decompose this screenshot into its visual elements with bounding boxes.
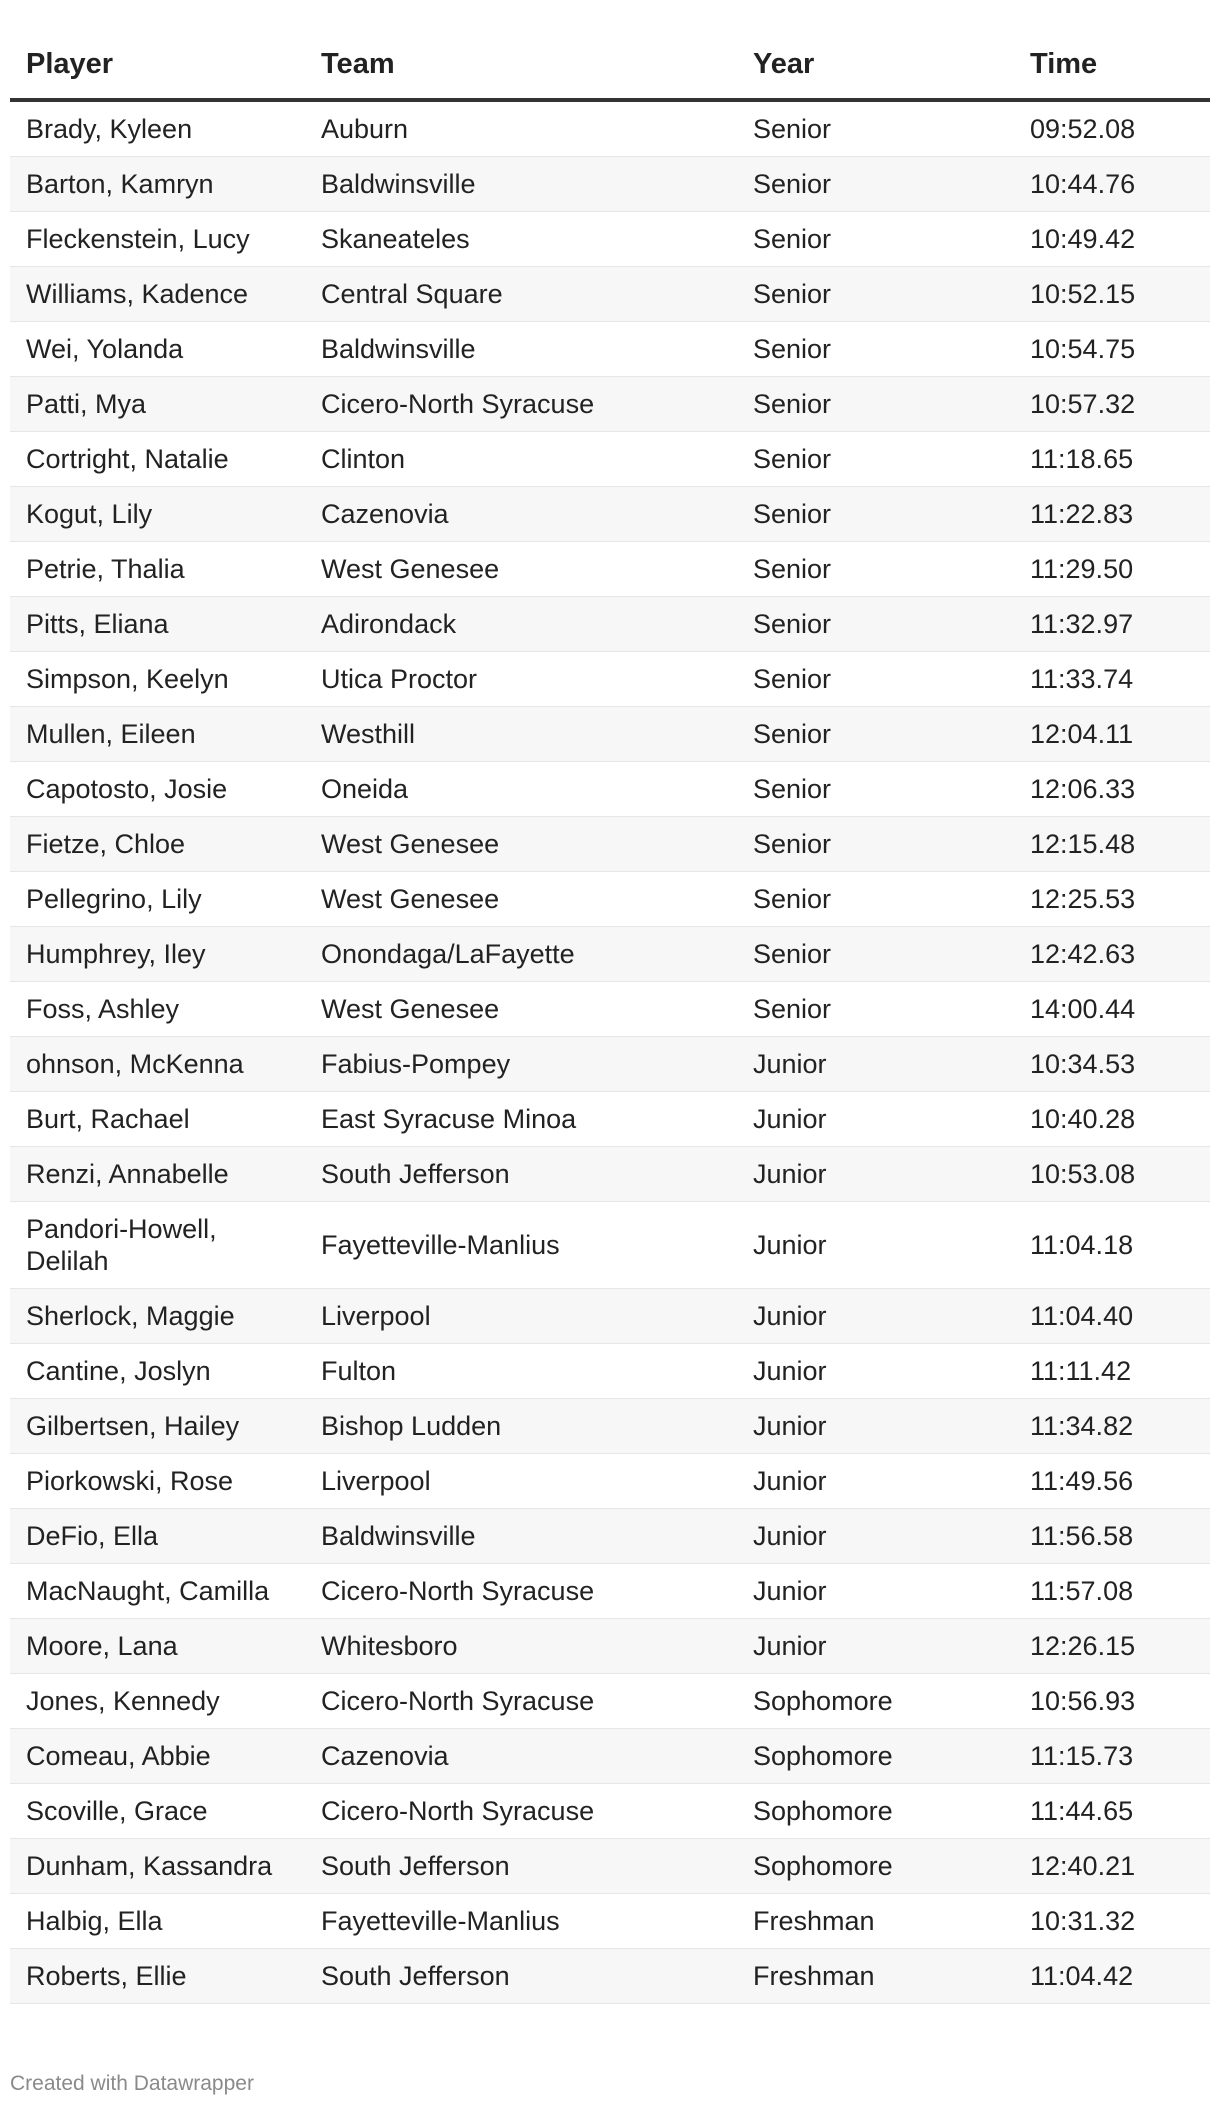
cell-year: Junior [737,1202,1014,1289]
cell-time: 11:22.83 [1014,487,1210,542]
cell-team: Liverpool [305,1289,737,1344]
cell-year: Senior [737,707,1014,762]
cell-time: 11:49.56 [1014,1454,1210,1509]
cell-year: Junior [737,1289,1014,1344]
cell-player: DeFio, Ella [10,1509,305,1564]
results-table-container [10,30,1210,2004]
table-row [10,267,1210,322]
table-row [10,982,1210,1037]
cell-time: 12:40.21 [1014,1839,1210,1894]
cell-team: Onondaga/LaFayette [305,927,737,982]
cell-team: Liverpool [305,1454,737,1509]
cell-time: 10:31.32 [1014,1894,1210,1949]
cell-player: Brady, Kyleen [10,100,305,157]
table-row [10,487,1210,542]
cell-time: 11:11.42 [1014,1344,1210,1399]
table-row [10,1509,1210,1564]
cell-team: Auburn [305,100,737,157]
table-row [10,1839,1210,1894]
table-row [10,542,1210,597]
cell-team: Skaneateles [305,212,737,267]
cell-year: Junior [737,1454,1014,1509]
cell-player: Gilbertsen, Hailey [10,1399,305,1454]
cell-team: South Jefferson [305,1147,737,1202]
cell-time: 11:04.42 [1014,1949,1210,2004]
cell-player: Kogut, Lily [10,487,305,542]
cell-year: Sophomore [737,1784,1014,1839]
cell-player: Moore, Lana [10,1619,305,1674]
table-row [10,872,1210,927]
results-table [10,30,1210,2004]
table-row [10,1092,1210,1147]
cell-time: 11:44.65 [1014,1784,1210,1839]
cell-year: Senior [737,817,1014,872]
cell-year: Junior [737,1092,1014,1147]
cell-player: Comeau, Abbie [10,1729,305,1784]
table-row [10,1399,1210,1454]
cell-time: 09:52.08 [1014,100,1210,157]
cell-time: 10:53.08 [1014,1147,1210,1202]
cell-team: South Jefferson [305,1949,737,2004]
cell-player: Dunham, Kassandra [10,1839,305,1894]
cell-team: Bishop Ludden [305,1399,737,1454]
cell-player: Petrie, Thalia [10,542,305,597]
cell-year: Junior [737,1564,1014,1619]
cell-time: 11:04.18 [1014,1202,1210,1289]
cell-player: Cortright, Natalie [10,432,305,487]
cell-player: Williams, Kadence [10,267,305,322]
cell-team: Whitesboro [305,1619,737,1674]
table-row [10,1729,1210,1784]
cell-team: Oneida [305,762,737,817]
cell-team: Fabius-Pompey [305,1037,737,1092]
cell-team: Baldwinsville [305,1509,737,1564]
table-row [10,1147,1210,1202]
cell-team: Westhill [305,707,737,762]
cell-time: 10:49.42 [1014,212,1210,267]
cell-team: West Genesee [305,982,737,1037]
cell-year: Senior [737,377,1014,432]
table-row [10,1344,1210,1399]
cell-year: Senior [737,982,1014,1037]
cell-team: Cicero-North Syracuse [305,1564,737,1619]
cell-time: 10:52.15 [1014,267,1210,322]
cell-team: Cicero-North Syracuse [305,1784,737,1839]
cell-year: Sophomore [737,1729,1014,1784]
cell-player: Simpson, Keelyn [10,652,305,707]
cell-time: 11:29.50 [1014,542,1210,597]
table-row [10,762,1210,817]
header-player[interactable]: Player [10,30,305,100]
cell-year: Senior [737,762,1014,817]
cell-year: Sophomore [737,1674,1014,1729]
cell-year: Junior [737,1037,1014,1092]
cell-team: Cazenovia [305,1729,737,1784]
cell-player: Mullen, Eileen [10,707,305,762]
cell-team: Cicero-North Syracuse [305,377,737,432]
cell-player: Capotosto, Josie [10,762,305,817]
table-row [10,1289,1210,1344]
cell-player: Scoville, Grace [10,1784,305,1839]
cell-time: 12:25.53 [1014,872,1210,927]
cell-time: 10:44.76 [1014,157,1210,212]
header-team[interactable]: Team [305,30,737,100]
cell-player: Piorkowski, Rose [10,1454,305,1509]
cell-player: Burt, Rachael [10,1092,305,1147]
cell-year: Senior [737,432,1014,487]
header-time[interactable]: Time [1014,30,1210,100]
cell-year: Senior [737,487,1014,542]
cell-team: Adirondack [305,597,737,652]
cell-year: Freshman [737,1949,1014,2004]
table-body [10,100,1210,2004]
cell-team: Central Square [305,267,737,322]
cell-player: ohnson, McKenna [10,1037,305,1092]
cell-team: Fulton [305,1344,737,1399]
cell-time: 10:54.75 [1014,322,1210,377]
cell-team: Clinton [305,432,737,487]
cell-year: Junior [737,1399,1014,1454]
cell-team: Cazenovia [305,487,737,542]
cell-time: 12:04.11 [1014,707,1210,762]
table-header [10,30,1210,100]
table-row [10,652,1210,707]
table-row [10,817,1210,872]
cell-time: 10:57.32 [1014,377,1210,432]
cell-year: Senior [737,652,1014,707]
cell-player: Pellegrino, Lily [10,872,305,927]
cell-year: Sophomore [737,1839,1014,1894]
table-row [10,707,1210,762]
table-row [10,100,1210,157]
cell-player: Jones, Kennedy [10,1674,305,1729]
table-row [10,1454,1210,1509]
table-row [10,432,1210,487]
cell-time: 14:00.44 [1014,982,1210,1037]
cell-year: Senior [737,267,1014,322]
cell-player: Foss, Ashley [10,982,305,1037]
table-row [10,1202,1210,1289]
cell-player: Patti, Mya [10,377,305,432]
cell-player: MacNaught, Camilla [10,1564,305,1619]
cell-team: West Genesee [305,542,737,597]
cell-player: Sherlock, Maggie [10,1289,305,1344]
cell-time: 11:18.65 [1014,432,1210,487]
table-row [10,1037,1210,1092]
table-row [10,157,1210,212]
cell-year: Senior [737,100,1014,157]
table-row [10,1619,1210,1674]
cell-time: 11:33.74 [1014,652,1210,707]
datawrapper-credit[interactable]: Created with Datawrapper [10,2072,254,2095]
cell-year: Senior [737,597,1014,652]
cell-time: 11:57.08 [1014,1564,1210,1619]
cell-time: 11:32.97 [1014,597,1210,652]
header-row [10,30,1210,100]
table-row [10,1784,1210,1839]
cell-time: 12:42.63 [1014,927,1210,982]
cell-team: Fayetteville-Manlius [305,1894,737,1949]
cell-team: West Genesee [305,817,737,872]
cell-year: Senior [737,157,1014,212]
table-row [10,1674,1210,1729]
cell-time: 12:15.48 [1014,817,1210,872]
cell-team: Baldwinsville [305,322,737,377]
cell-year: Senior [737,322,1014,377]
cell-player: Humphrey, Iley [10,927,305,982]
cell-player: Halbig, Ella [10,1894,305,1949]
cell-time: 10:56.93 [1014,1674,1210,1729]
cell-time: 12:06.33 [1014,762,1210,817]
cell-time: 10:40.28 [1014,1092,1210,1147]
cell-team: South Jefferson [305,1839,737,1894]
table-row [10,597,1210,652]
header-year[interactable]: Year [737,30,1014,100]
cell-player: Fietze, Chloe [10,817,305,872]
cell-team: Fayetteville-Manlius [305,1202,737,1289]
cell-year: Senior [737,927,1014,982]
cell-year: Junior [737,1344,1014,1399]
cell-player: Pitts, Eliana [10,597,305,652]
cell-team: West Genesee [305,872,737,927]
cell-player: Wei, Yolanda [10,322,305,377]
cell-year: Senior [737,872,1014,927]
table-row [10,322,1210,377]
cell-time: 11:04.40 [1014,1289,1210,1344]
cell-year: Junior [737,1147,1014,1202]
cell-team: East Syracuse Minoa [305,1092,737,1147]
cell-year: Senior [737,212,1014,267]
table-row [10,1894,1210,1949]
table-row [10,212,1210,267]
cell-player: Cantine, Joslyn [10,1344,305,1399]
cell-year: Junior [737,1509,1014,1564]
table-row [10,927,1210,982]
cell-team: Baldwinsville [305,157,737,212]
cell-year: Senior [737,542,1014,597]
cell-player: Fleckenstein, Lucy [10,212,305,267]
cell-team: Utica Proctor [305,652,737,707]
cell-player: Renzi, Annabelle [10,1147,305,1202]
cell-player: Pandori-Howell, Delilah [10,1202,305,1289]
cell-time: 11:15.73 [1014,1729,1210,1784]
cell-player: Roberts, Ellie [10,1949,305,2004]
cell-time: 12:26.15 [1014,1619,1210,1674]
cell-time: 10:34.53 [1014,1037,1210,1092]
cell-team: Cicero-North Syracuse [305,1674,737,1729]
table-row [10,377,1210,432]
table-row [10,1564,1210,1619]
cell-player: Barton, Kamryn [10,157,305,212]
cell-time: 11:34.82 [1014,1399,1210,1454]
table-row [10,1949,1210,2004]
cell-year: Junior [737,1619,1014,1674]
cell-year: Freshman [737,1894,1014,1949]
cell-time: 11:56.58 [1014,1509,1210,1564]
